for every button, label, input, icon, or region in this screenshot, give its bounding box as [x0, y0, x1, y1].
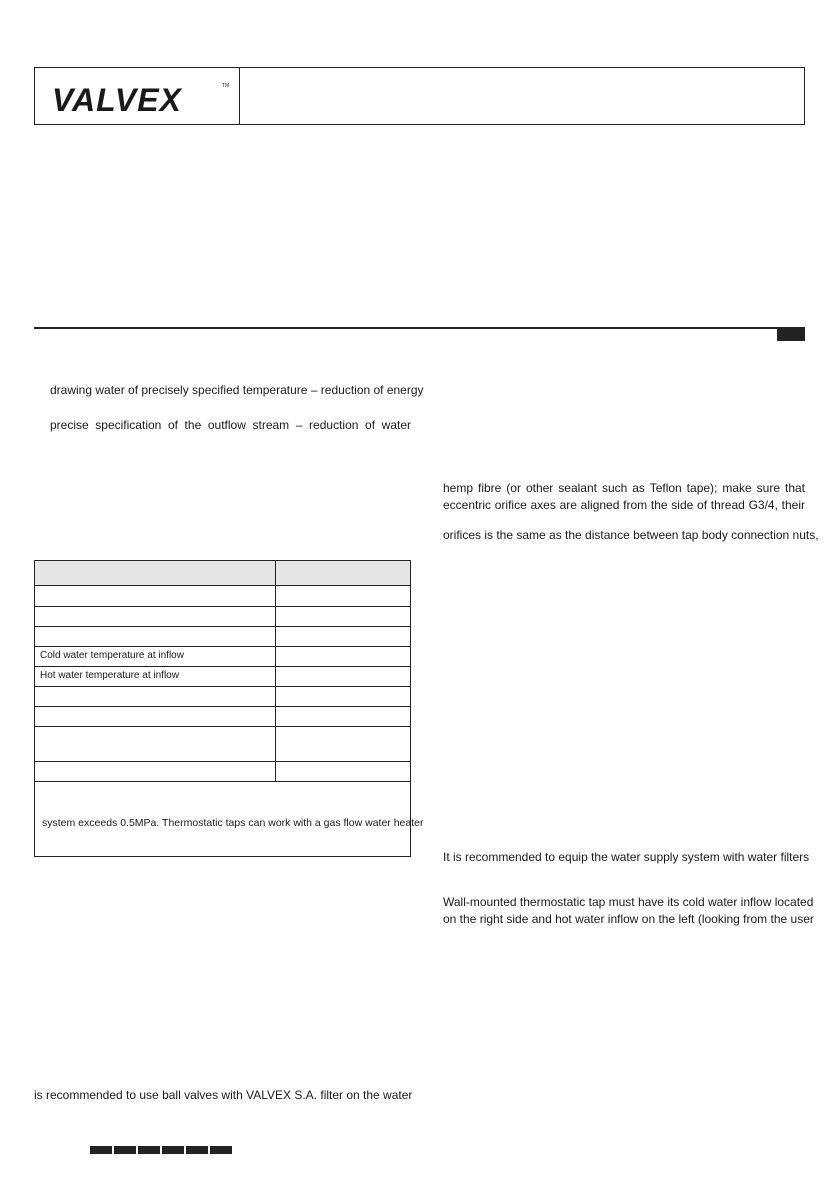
row-divider — [35, 761, 410, 762]
valvex-logo — [52, 81, 232, 115]
column-divider — [275, 561, 276, 781]
right-text-line-1: hemp fibre (or other sealant such as Teflon tape); make sure that — [443, 481, 805, 495]
left-bottom-line: is recommended to use ball valves with VALVEX S.A. filter on the water — [34, 1088, 413, 1102]
row-divider — [35, 626, 410, 627]
row-divider — [35, 781, 410, 782]
logo-text: VALVEX — [52, 82, 182, 115]
right-text-line-4: It is recommended to equip the water supply system with water filters — [443, 850, 810, 864]
right-text-line-6: on the right side and hot water inflow on the left (looking from the user — [443, 912, 814, 926]
footer-block — [114, 1146, 136, 1154]
row-divider — [35, 606, 410, 607]
left-text-line-1: drawing water of precisely specified temperature – reduction of energy — [50, 383, 424, 397]
section-rule — [34, 327, 805, 329]
row-divider — [35, 666, 410, 667]
left-text-line-2: precise specification of the outflow stream – reduction of water — [50, 418, 411, 432]
row-divider — [35, 646, 410, 647]
table-row-label: Hot water temperature at inflow — [40, 670, 179, 681]
footer-block — [210, 1146, 232, 1154]
footer-block — [90, 1146, 112, 1154]
logo-cell — [35, 68, 240, 124]
right-text-line-5: Wall-mounted thermostatic tap must have its cold water inflow located — [443, 895, 814, 909]
row-divider — [35, 726, 410, 727]
trademark-mark: TM — [222, 83, 230, 89]
page-number-tab — [777, 329, 805, 341]
row-divider — [35, 686, 410, 687]
right-text-line-2: eccentric orifice axes are aligned from the side of thread G3/4, their — [443, 498, 805, 512]
footer-block — [186, 1146, 208, 1154]
document-header — [34, 67, 805, 125]
right-text-line-3: orifices is the same as the distance between tap body connection nuts, — [443, 528, 819, 542]
footer-block — [138, 1146, 160, 1154]
footer-block — [162, 1146, 184, 1154]
spec-table — [34, 560, 424, 857]
spec-table-header — [35, 561, 410, 586]
row-divider — [35, 706, 410, 707]
footer-strip — [90, 1146, 232, 1154]
table-row-label: Cold water temperature at inflow — [40, 650, 184, 661]
table-note: system exceeds 0.5MPa. Thermostatic taps can work with a gas flow water heater — [42, 817, 424, 829]
